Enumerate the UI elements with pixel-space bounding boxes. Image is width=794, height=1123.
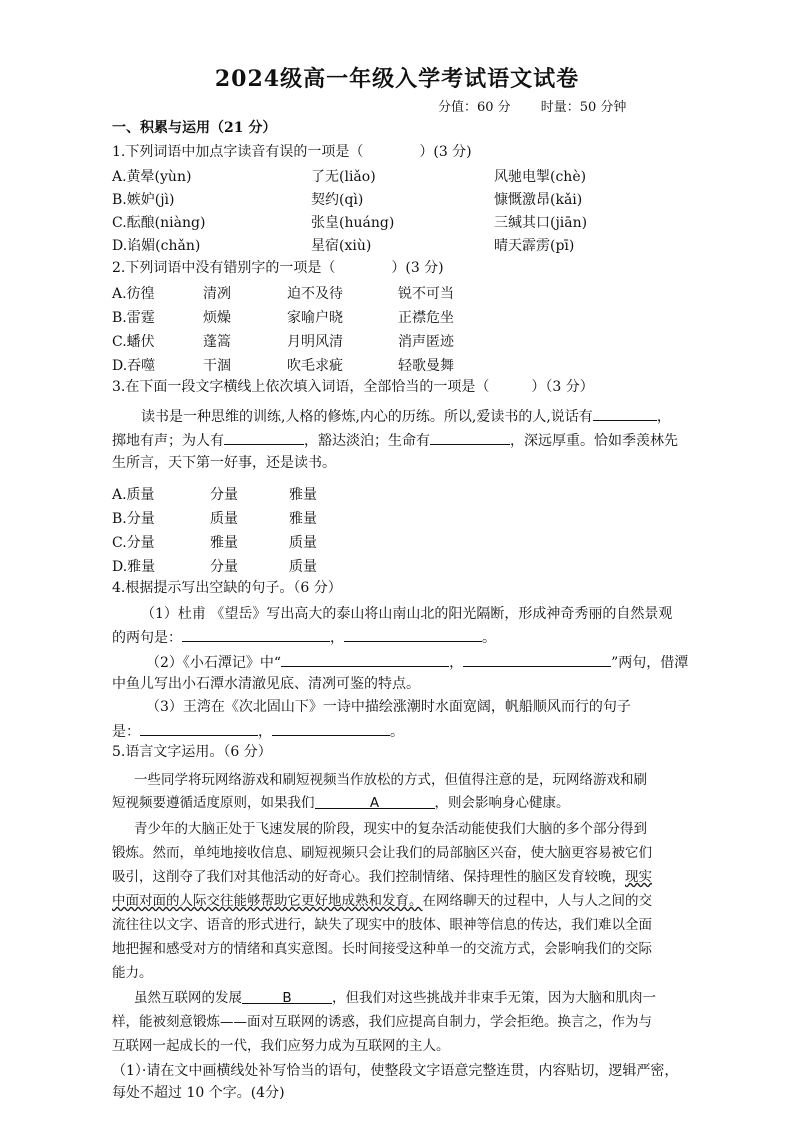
q1-c-3: 三缄其口(jiān)	[494, 215, 588, 231]
q2-stem: 2.下列词语中没有错别字的一项是（ ）(3 分)	[112, 260, 444, 276]
q4-stem: 4.根据提示写出空缺的句子。（6 分）	[112, 580, 342, 596]
q1-b-2: 契约(qì)	[311, 192, 364, 208]
q1-b-1: B.嫉妒(jì)	[112, 192, 175, 208]
q2-d-1: D.吞噬	[112, 358, 156, 374]
q5-text: 吸引，这削夺了我们对其他活动的好奇心。我们控制情绪、保持理性的脑区发育较晚，	[112, 869, 625, 885]
q5-sub1-line1: （1）·请在文中画横线处补写恰当的语句，使整段文字语意完整连贯，内容贴切，逻辑严密，	[112, 1063, 679, 1079]
q2-d-4: 轻歌曼舞	[398, 358, 454, 374]
q1-d-2: 星宿(xiù)	[311, 238, 372, 254]
q4-text: ”两句，借潭	[611, 655, 689, 671]
answer-blank[interactable]	[463, 651, 611, 667]
q3-passage-text: 读书是一种思维的训练,人格的修炼,内心的历练。所以,爱读书的人,说话有	[141, 409, 593, 425]
q3-b-2: 质量	[210, 511, 238, 527]
q3-passage-text: 掷地有声；为人有	[112, 433, 224, 449]
q3-d-1: D.雅量	[112, 559, 156, 575]
q2-d-2: 干涸	[203, 358, 231, 374]
q3-passage-line1	[141, 405, 671, 427]
wavy-underlined-text: 现实	[625, 869, 652, 885]
q5-para2-line5: 流往往以文字、语音的形式进行，缺失了现实中的肢体、眼神等信息的传达，我们难以全面	[112, 917, 652, 933]
q5-text: 虽然互联网的发展	[134, 990, 242, 1006]
q2-a-2: 清冽	[203, 286, 231, 302]
q5-para2-line6: 地把握和感受对方的情绪和真实意图。长时间接受这种单一的交流方式，会影响我们的交际	[112, 941, 652, 957]
q2-b-4: 正襟危坐	[398, 310, 454, 326]
wavy-underlined-text: 中面对面的人际交往能够帮助它更好地成熟和发育。	[112, 893, 423, 909]
answer-blank[interactable]	[281, 651, 449, 667]
q5-para2-line2: 锻炼。然而，单纯地接收信息、刷短视频只会让我们的局部脑区兴奋，使大脑更容易被它们	[112, 845, 652, 861]
q2-b-2: 烦燥	[203, 310, 231, 326]
q3-passage-text: ，豁达淡泊；生命有	[304, 433, 430, 449]
q4-p1-line1: （1）杜甫 《望岳》写出高大的泰山将山南山北的阳光隔断，形成神奇秀丽的自然景观	[141, 606, 673, 622]
q1-stem: 1.下列词语中加点字读音有误的一项是（ ）(3 分)	[112, 144, 472, 160]
q1-b-3: 慷慨激昂(kǎi)	[494, 192, 583, 208]
q4-punct: ，	[449, 655, 464, 671]
q3-passage-punct: ，	[656, 409, 671, 425]
q2-a-3: 迫不及待	[287, 286, 343, 302]
q5-para2-line7: 能力。	[112, 965, 153, 981]
q4-punct: 。	[482, 630, 496, 646]
answer-blank[interactable]	[344, 626, 482, 642]
time-info: 时量：50 分钟	[540, 100, 627, 115]
q3-d-3: 质量	[289, 559, 317, 575]
q5-text: ，但我们对这些挑战并非束手无策，因为大脑和肌肉一	[332, 990, 656, 1006]
q3-passage-line3: 生所言，天下第一好事，还是读书。	[112, 455, 336, 471]
q5-stem: 5.语言文字运用。（6 分）	[112, 744, 272, 760]
answer-blank[interactable]	[593, 405, 657, 421]
q5-para1-line2	[112, 793, 570, 813]
q3-c-3: 质量	[289, 535, 317, 551]
q3-b-3: 雅量	[289, 511, 317, 527]
score-info: 分值：60 分	[438, 100, 511, 115]
q1-d-3: 晴天霹雳(pī)	[494, 238, 575, 254]
q5-para3-line1	[134, 988, 656, 1008]
q2-d-3: 吹毛求疵	[287, 358, 343, 374]
exam-title: 2024级高一年级入学考试语文试卷	[214, 66, 580, 92]
q1-c-2: 张皇(huáng)	[311, 215, 395, 231]
q5-para3-line2: 样，能被刻意锻炼——面对互联网的诱惑，我们应提高自制力，学会拒绝。换言之，作为与	[112, 1014, 652, 1030]
q5-para3-line3: 互联网一起成长的一代，我们应努力成为互联网的主人。	[112, 1038, 450, 1054]
q3-b-1: B.分量	[112, 511, 155, 527]
q4-text: 的两句是：	[112, 630, 182, 646]
q2-b-1: B.雷霆	[112, 310, 155, 326]
q4-punct: 。	[390, 724, 404, 740]
q4-p2-line1	[146, 651, 688, 673]
exam-info	[438, 96, 656, 115]
q4-punct: ，	[258, 724, 272, 740]
blank-b[interactable]: B	[242, 988, 332, 1004]
q5-para2-line4	[112, 891, 652, 911]
q2-a-1: A.彷徨	[112, 286, 155, 302]
q2-b-3: 家喻户晓	[287, 310, 343, 326]
q3-c-2: 雅量	[210, 535, 238, 551]
q5-text: 短视频要遵循适度原则，如果我们	[112, 795, 315, 811]
q3-a-3: 雅量	[289, 487, 317, 503]
q2-c-1: C.蟠伏	[112, 334, 155, 350]
q3-passage-text: ，深远厚重。恰如季羡林先	[510, 433, 678, 449]
q3-passage-line2	[112, 429, 678, 451]
q4-p1-line2	[112, 626, 496, 648]
q3-stem: 3.在下面一段文字横线上依次填入词语，全部恰当的一项是（ ）（3 分）	[112, 379, 594, 395]
q5-text: ，则会影响身心健康。	[434, 795, 570, 811]
q1-a-2: 了无(liǎo)	[311, 169, 376, 185]
q4-p2-line2: 中鱼儿写出小石潭水清澈见底、清冽可鉴的特点。	[112, 676, 420, 692]
q5-text: 在网络聊天的过程中，人与人之间的交	[422, 893, 652, 909]
q4-text: （2）《小石潭记》中“	[146, 655, 282, 671]
q3-c-1: C.分量	[112, 535, 155, 551]
q2-a-4: 锐不可当	[398, 286, 454, 302]
answer-blank[interactable]	[140, 720, 258, 736]
q1-a-1: A.黄晕(yùn)	[112, 169, 192, 185]
q2-c-4: 消声匿迹	[398, 334, 454, 350]
q5-para1-line1: 一些同学将玩网络游戏和刷短视频当作放松的方式，但值得注意的是，玩网络游戏和刷	[134, 772, 647, 788]
q4-p3-line2	[112, 720, 404, 742]
q1-c-1: C.酝酿(niàng)	[112, 215, 206, 231]
answer-blank[interactable]	[272, 720, 390, 736]
q2-c-3: 月明风清	[287, 334, 343, 350]
q4-p3-line1: （3）王湾在《次北固山下》一诗中描绘涨潮时水面宽阔，帆船顺风而行的句子	[146, 699, 631, 715]
q5-para2-line1: 青少年的大脑正处于飞速发展的阶段，现实中的复杂活动能使我们大脑的多个部分得到	[134, 821, 647, 837]
q3-d-2: 分量	[210, 559, 238, 575]
q1-a-3: 风驰电掣(chè)	[494, 169, 587, 185]
q5-para2-line3	[112, 867, 652, 887]
q4-text: 是：	[112, 724, 140, 740]
q4-punct: ，	[330, 630, 344, 646]
q1-d-1: D.谄媚(chǎn)	[112, 238, 201, 254]
q2-c-2: 蓬篙	[203, 334, 231, 350]
section-heading: 一、积累与运用（21 分）	[112, 120, 277, 136]
q5-sub1-line2: 每处不超过 10 个字。(4分)	[112, 1085, 285, 1101]
answer-blank[interactable]	[430, 429, 510, 445]
q3-a-1: A.质量	[112, 487, 155, 503]
q3-a-2: 分量	[210, 487, 238, 503]
answer-blank[interactable]	[182, 626, 330, 642]
answer-blank[interactable]	[224, 429, 304, 445]
blank-a[interactable]: A	[315, 793, 435, 809]
